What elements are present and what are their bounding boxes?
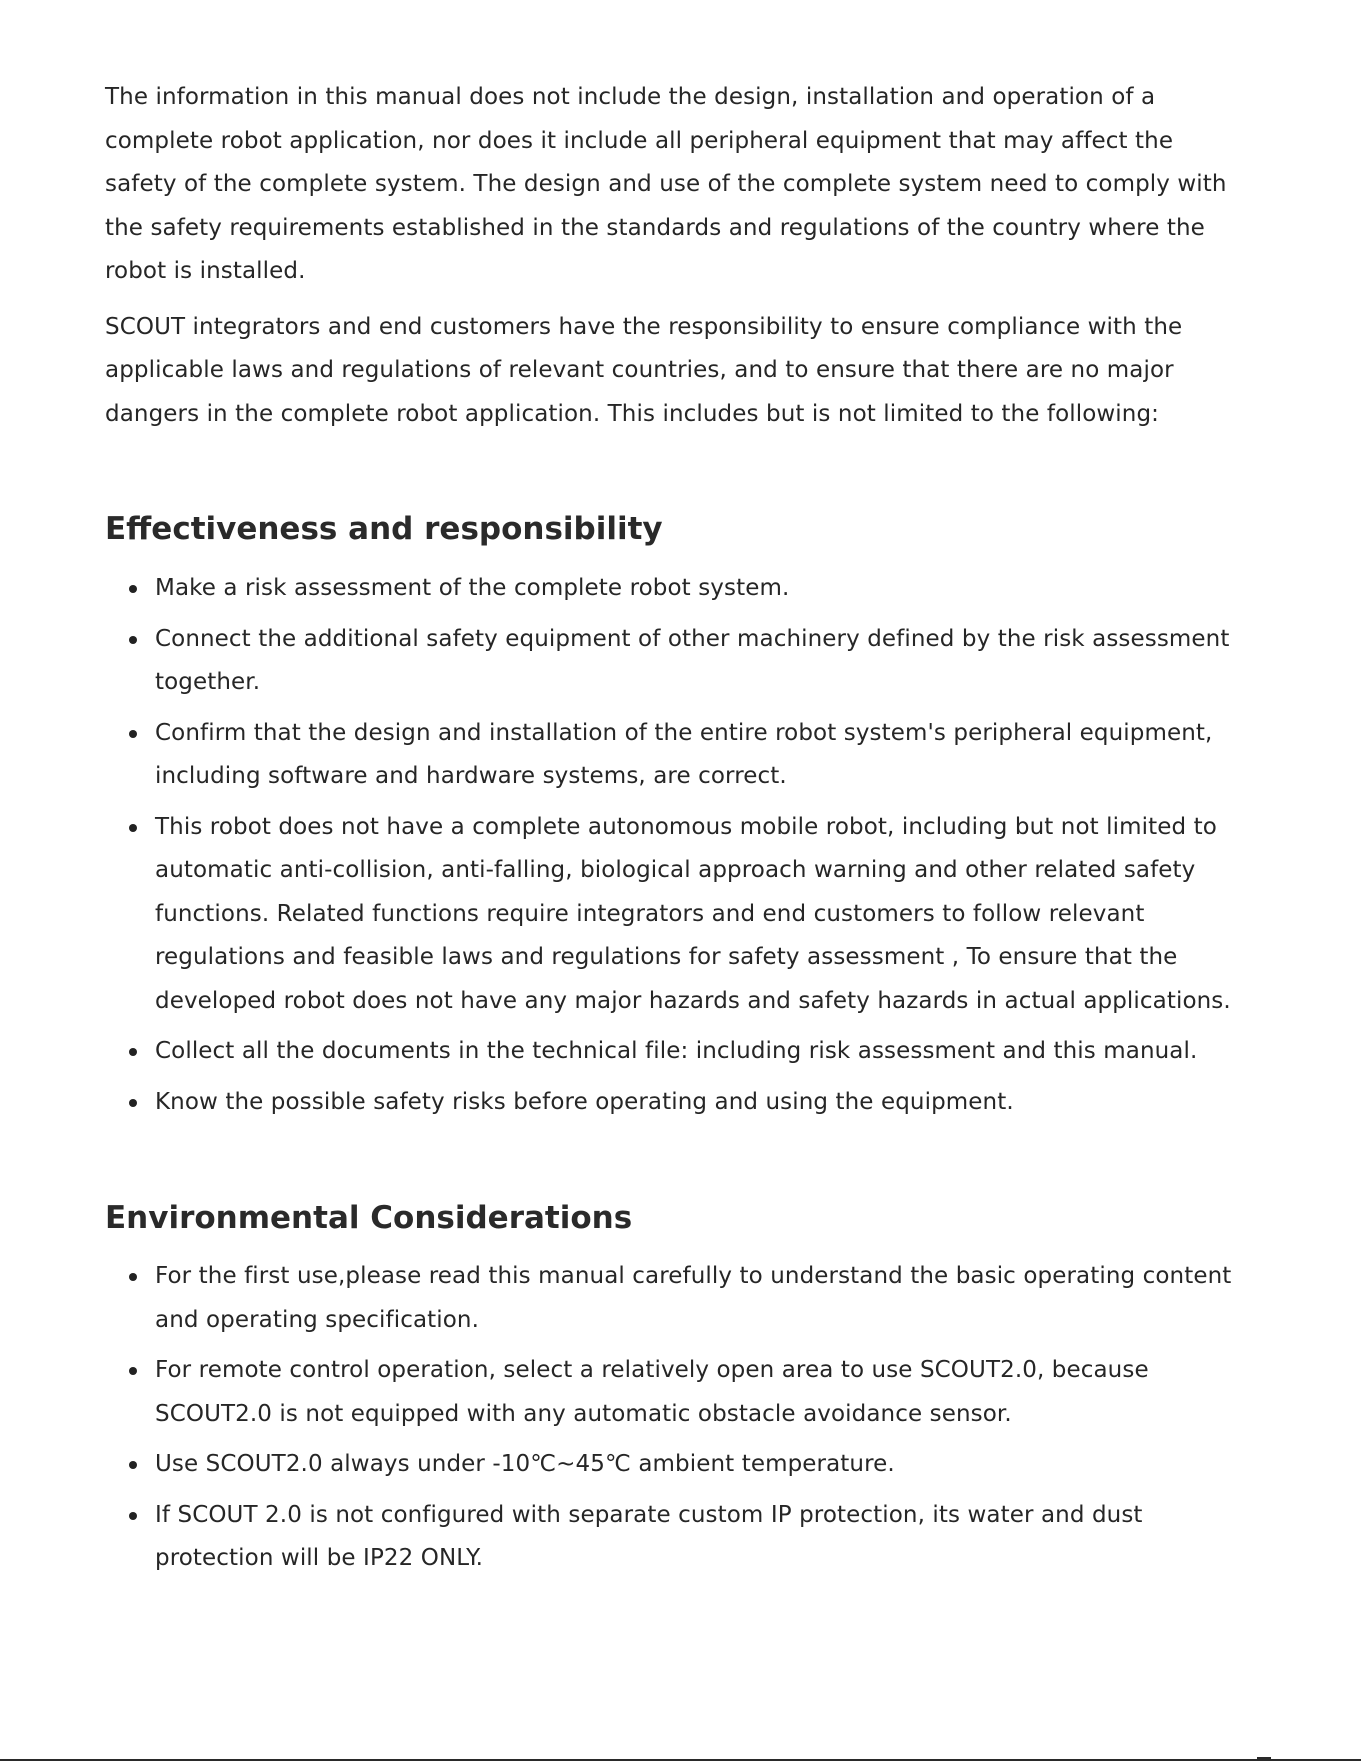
- list-item-text: For remote control operation, select a relatively open area to use SCOUT2.0, because SCOUT2.0 is not equipped with any automatic obstacle avoidance sensor.: [155, 1357, 1149, 1427]
- list-item: [105, 712, 1240, 799]
- list-item-text: Confirm that the design and installation of the entire robot system's peripheral equipment, including software and hardware systems, are correct.: [155, 719, 1213, 789]
- list-item-text: If SCOUT 2.0 is not configured with separate custom IP protection, its water and dust protection will be IP22 ONLY.: [155, 1501, 1143, 1571]
- list-item: [105, 806, 1240, 1024]
- bullet-icon: [129, 1099, 137, 1107]
- section-title-environmental: Environmental Considerations: [105, 1200, 633, 1236]
- list-item-text: This robot does not have a complete autonomous mobile robot, including but not limited to automatic anti-collision, anti-falling, biological approach warning and other related safety functions. Related functions require integrators and end customers to follow relevant regulations and feasible laws and regulations for safety assessment , To ensure that the developed robot does not have any major hazards and safety hazards in actual applications.: [155, 813, 1231, 1014]
- list-item: [105, 1349, 1240, 1436]
- list-item: [105, 1081, 1240, 1125]
- bullet-icon: [129, 1367, 137, 1375]
- list-item-text: Collect all the documents in the technical file: including risk assessment and this manual.: [155, 1038, 1198, 1064]
- list-item-text: For the first use,please read this manual carefully to understand the basic operating content and operating specification.: [155, 1263, 1232, 1333]
- intro-paragraph-2: SCOUT integrators and end customers have the responsibility to ensure compliance with the applicable laws and regulations of relevant countries, and to ensure that there are no major dangers in the complete robot application. This includes but is not limited to the following:: [105, 313, 1183, 427]
- manual-page: [105, 76, 1240, 1588]
- list-item: [105, 1494, 1240, 1581]
- list-item: [105, 1255, 1240, 1342]
- bullet-icon: [129, 1273, 137, 1281]
- list-item-text: Make a risk assessment of the complete robot system.: [155, 575, 790, 601]
- bullet-icon: [129, 730, 137, 738]
- bullet-icon: [129, 1512, 137, 1520]
- section-title-effectiveness: Effectiveness and responsibility: [105, 511, 663, 547]
- list-item-text: Know the possible safety risks before operating and using the equipment.: [155, 1088, 1014, 1115]
- bullet-icon: [129, 585, 137, 593]
- footer-mark: [1257, 1757, 1271, 1759]
- effectiveness-list: [105, 567, 1240, 1124]
- list-item-text: Connect the additional safety equipment of other machinery defined by the risk assessment together.: [155, 625, 1230, 695]
- intro-paragraph-1: The information in this manual does not include the design, installation and operation of a complete robot application, nor does it include all peripheral equipment that may affect the safety of the complete system. The design and use of the complete system need to comply with the safety requirements established in the standards and regulations of the country where the robot is installed.: [105, 84, 1227, 284]
- list-item: [105, 567, 1240, 611]
- list-item: [105, 618, 1240, 705]
- bullet-icon: [129, 636, 137, 644]
- list-item: [105, 1030, 1240, 1074]
- environmental-list: [105, 1255, 1240, 1581]
- list-item-text: Use SCOUT2.0 always under -10℃~45℃ ambient temperature.: [155, 1451, 895, 1477]
- bullet-icon: [129, 824, 137, 832]
- bullet-icon: [129, 1048, 137, 1056]
- list-item: [105, 1443, 1240, 1487]
- bullet-icon: [129, 1461, 137, 1469]
